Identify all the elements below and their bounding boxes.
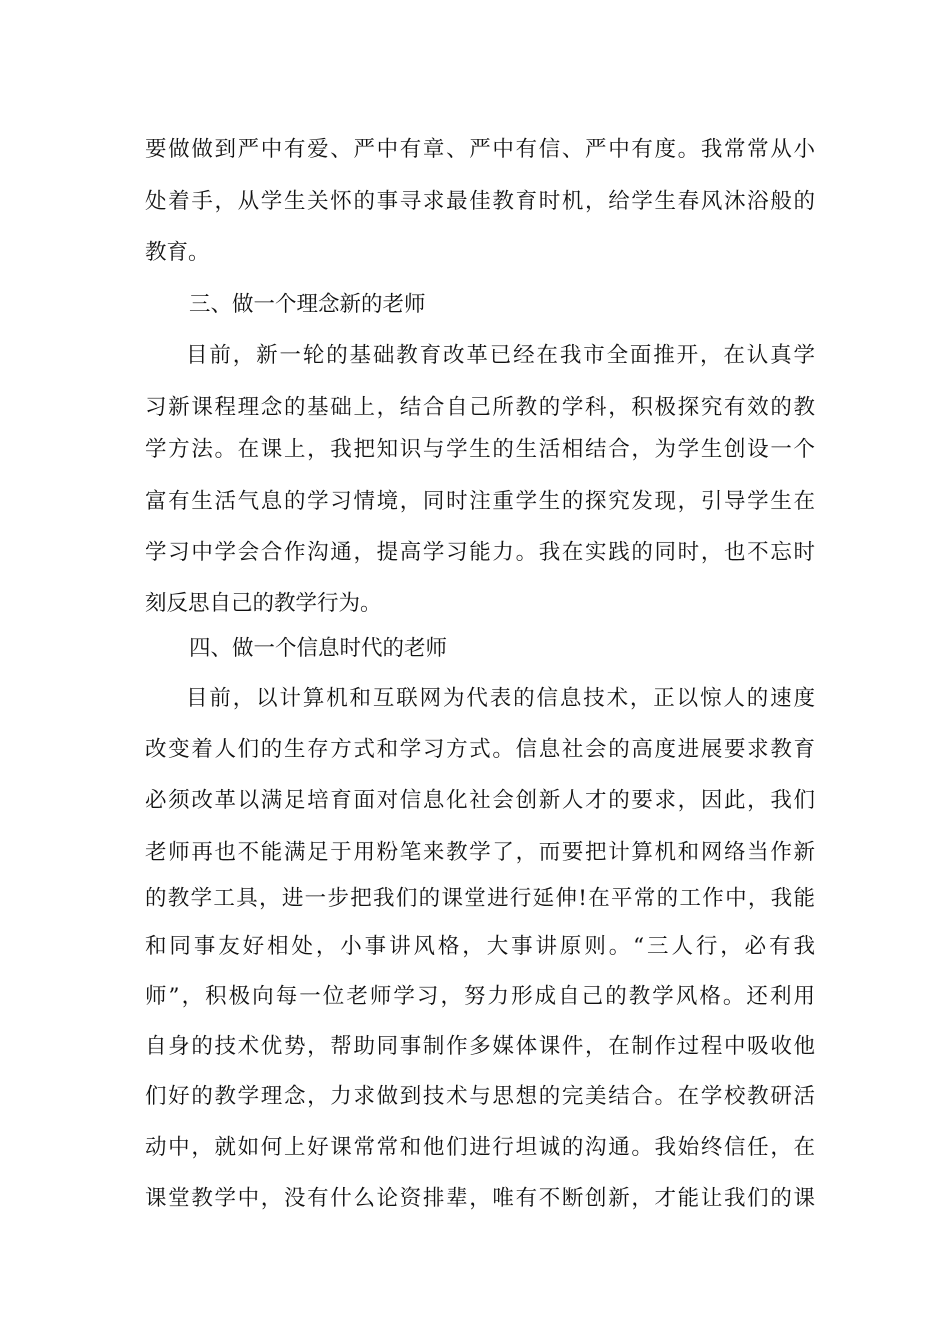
text-line: 学习中学会合作沟通，提高学习能力。我在实践的同时，也不忘时 — [145, 540, 815, 565]
text-line: 们好的教学理念，力求做到技术与思想的完美结合。在学校教研活 — [145, 1084, 815, 1109]
text-line: 动中，就如何上好课常常和他们进行坦诚的沟通。我始终信任，在 — [145, 1135, 815, 1160]
text-line: 必须改革以满足培育面对信息化社会创新人才的要求，因此，我们 — [145, 788, 815, 813]
section-heading: 四、做一个信息时代的老师 — [189, 636, 448, 661]
text-line: 刻反思自己的教学行为。 — [145, 591, 382, 616]
text-line: 目前，以计算机和互联网为代表的信息技术，正以惊人的速度 — [186, 686, 815, 711]
text-line: 老师再也不能满足于用粉笔来教学了，而要把计算机和网络当作新 — [145, 840, 815, 865]
section-heading: 三、做一个理念新的老师 — [189, 292, 426, 317]
text-line: 富有生活气息的学习情境，同时注重学生的探究发现，引导学生在 — [145, 489, 815, 514]
text-line: 处着手，从学生关怀的事寻求最佳教育时机，给学生春风沐浴般的 — [145, 189, 815, 214]
text-line: 自身的技术优势，帮助同事制作多媒体课件，在制作过程中吸收他 — [145, 1034, 815, 1059]
text-line: 和同事友好相处，小事讲风格，大事讲原则。“三人行，必有我 — [145, 934, 815, 959]
text-line: 要做做到严中有爱、严中有章、严中有信、严中有度。我常常从小 — [145, 137, 815, 162]
text-line: 的教学工具，进一步把我们的课堂进行延伸!在平常的工作中，我能 — [145, 886, 815, 911]
text-line: 目前，新一轮的基础教育改革已经在我市全面推开，在认真学 — [186, 343, 815, 368]
text-line: 习新课程理念的基础上，结合自己所教的学科，积极探究有效的教 — [145, 395, 815, 420]
text-line: 教育。 — [145, 240, 210, 265]
text-line: 师”，积极向每一位老师学习，努力形成自己的教学风格。还利用 — [145, 984, 815, 1009]
text-line: 改变着人们的生存方式和学习方式。信息社会的高度进展要求教育 — [145, 737, 815, 762]
text-line: 学方法。在课上，我把知识与学生的生活相结合，为学生创设一个 — [145, 437, 815, 462]
text-line: 课堂教学中，没有什么论资排辈，唯有不断创新，才能让我们的课 — [145, 1186, 815, 1211]
